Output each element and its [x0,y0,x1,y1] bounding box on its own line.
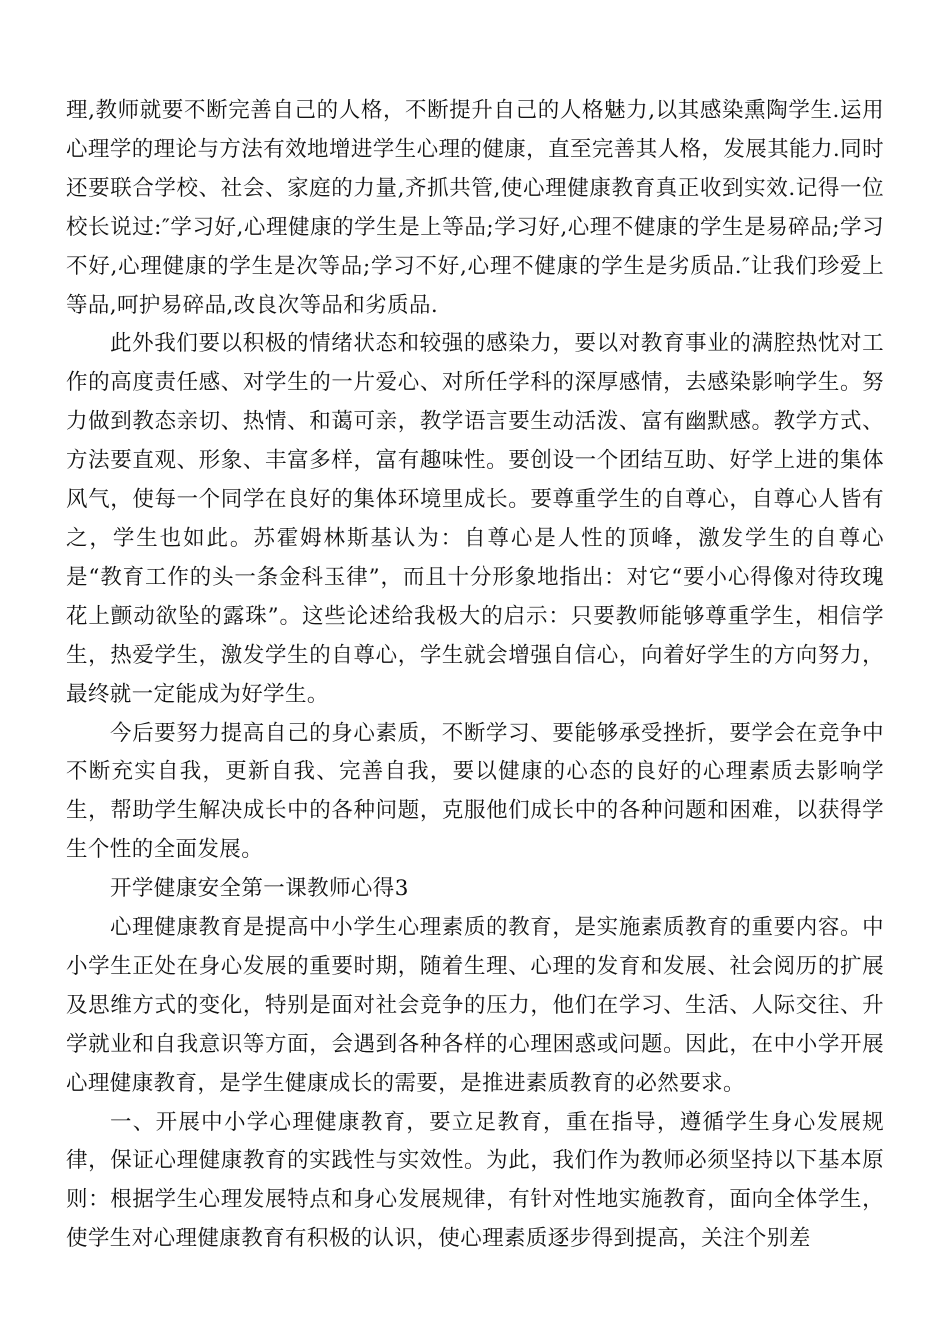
paragraph-continued: 理,教师就要不断完善自己的人格，不断提升自己的人格魅力,以其感染熏陶学生.运用心理学的理论与方法有效地增进学生心理的健康，直至完善其人格，发展其能力.同时还要联合学校、社会、家庭的力量,齐抓共管,使心理健康教育真正收到实效.记得一位校长说过:″学习好,心理健康的学生是上等品;学习好,心理不健康的学生是易碎品;学习不好,心理健康的学生是次等品;学习不好,心理不健康的学生是劣质品.″让我们珍爱上等品,呵护易碎品,改良次等品和劣质品. [66,98,884,318]
paragraph-emotional-influence: 此外我们要以积极的情绪状态和较强的感染力，要以对教育事业的满腔热忱对工作的高度责任感、对学生的一片爱心、对所任学科的深厚感情，去感染影响学生。努力做到教态亲切、热情、和蔼可亲，教学语言要生动活泼、富有幽默感。教学方式、方法要直观、形象、丰富多样，富有趣味性。要创设一个团结互助、好学上进的集体风气，使每一个同学在良好的集体环境里成长。要尊重学生的自尊心，自尊心人皆有之，学生也如此。苏霍姆林斯基认为：自尊心是人性的顶峰，激发学生的自尊心是“教育工作的头一条金科玉律”，而且十分形象地指出：对它“要小心得像对待玫瑰花上颤动欲坠的露珠”。这些论述给我极大的启示：只要教师能够尊重学生，相信学生，热爱学生，激发学生的自尊心，学生就会增强自信心，向着好学生的方向努力，最终就一定能成为好学生。 [66,331,884,707]
section-heading: 开学健康安全第一课教师心得3 [110,876,409,902]
paragraph-mental-health-education: 心理健康教育是提高中小学生心理素质的教育，是实施素质教育的重要内容。中小学生正处在身心发展的重要时期，随着生理、心理的发育和发展、社会阅历的扩展及思维方式的变化，特别是面对社会竞争的压力，他们在学习、生活、人际交往、升学就业和自我意识等方面，会遇到各种各样的心理困惑或问题。因此，在中小学开展心理健康教育，是学生健康成长的需要，是推进素质教育的必然要求。 [66,915,884,1096]
document-page [66,92,884,1259]
paragraph-self-improvement: 今后要努力提高自己的身心素质，不断学习、要能够承受挫折，要学会在竞争中不断充实自我，更新自我、完善自我，要以健康的心态的良好的心理素质去影响学生，帮助学生解决成长中的各种问题，克服他们成长中的各种问题和困难，以获得学生个性的全面发展。 [66,720,884,863]
paragraph-principles: 一、开展中小学心理健康教育，要立足教育，重在指导，遵循学生身心发展规律，保证心理健康教育的实践性与实效性。为此，我们作为教师必须坚持以下基本原则：根据学生心理发展特点和身心发展规律，有针对性地实施教育，面向全体学生，使学生对心理健康教育有积极的认识，使心理素质逐步得到提高，关注个别差 [66,1109,884,1252]
